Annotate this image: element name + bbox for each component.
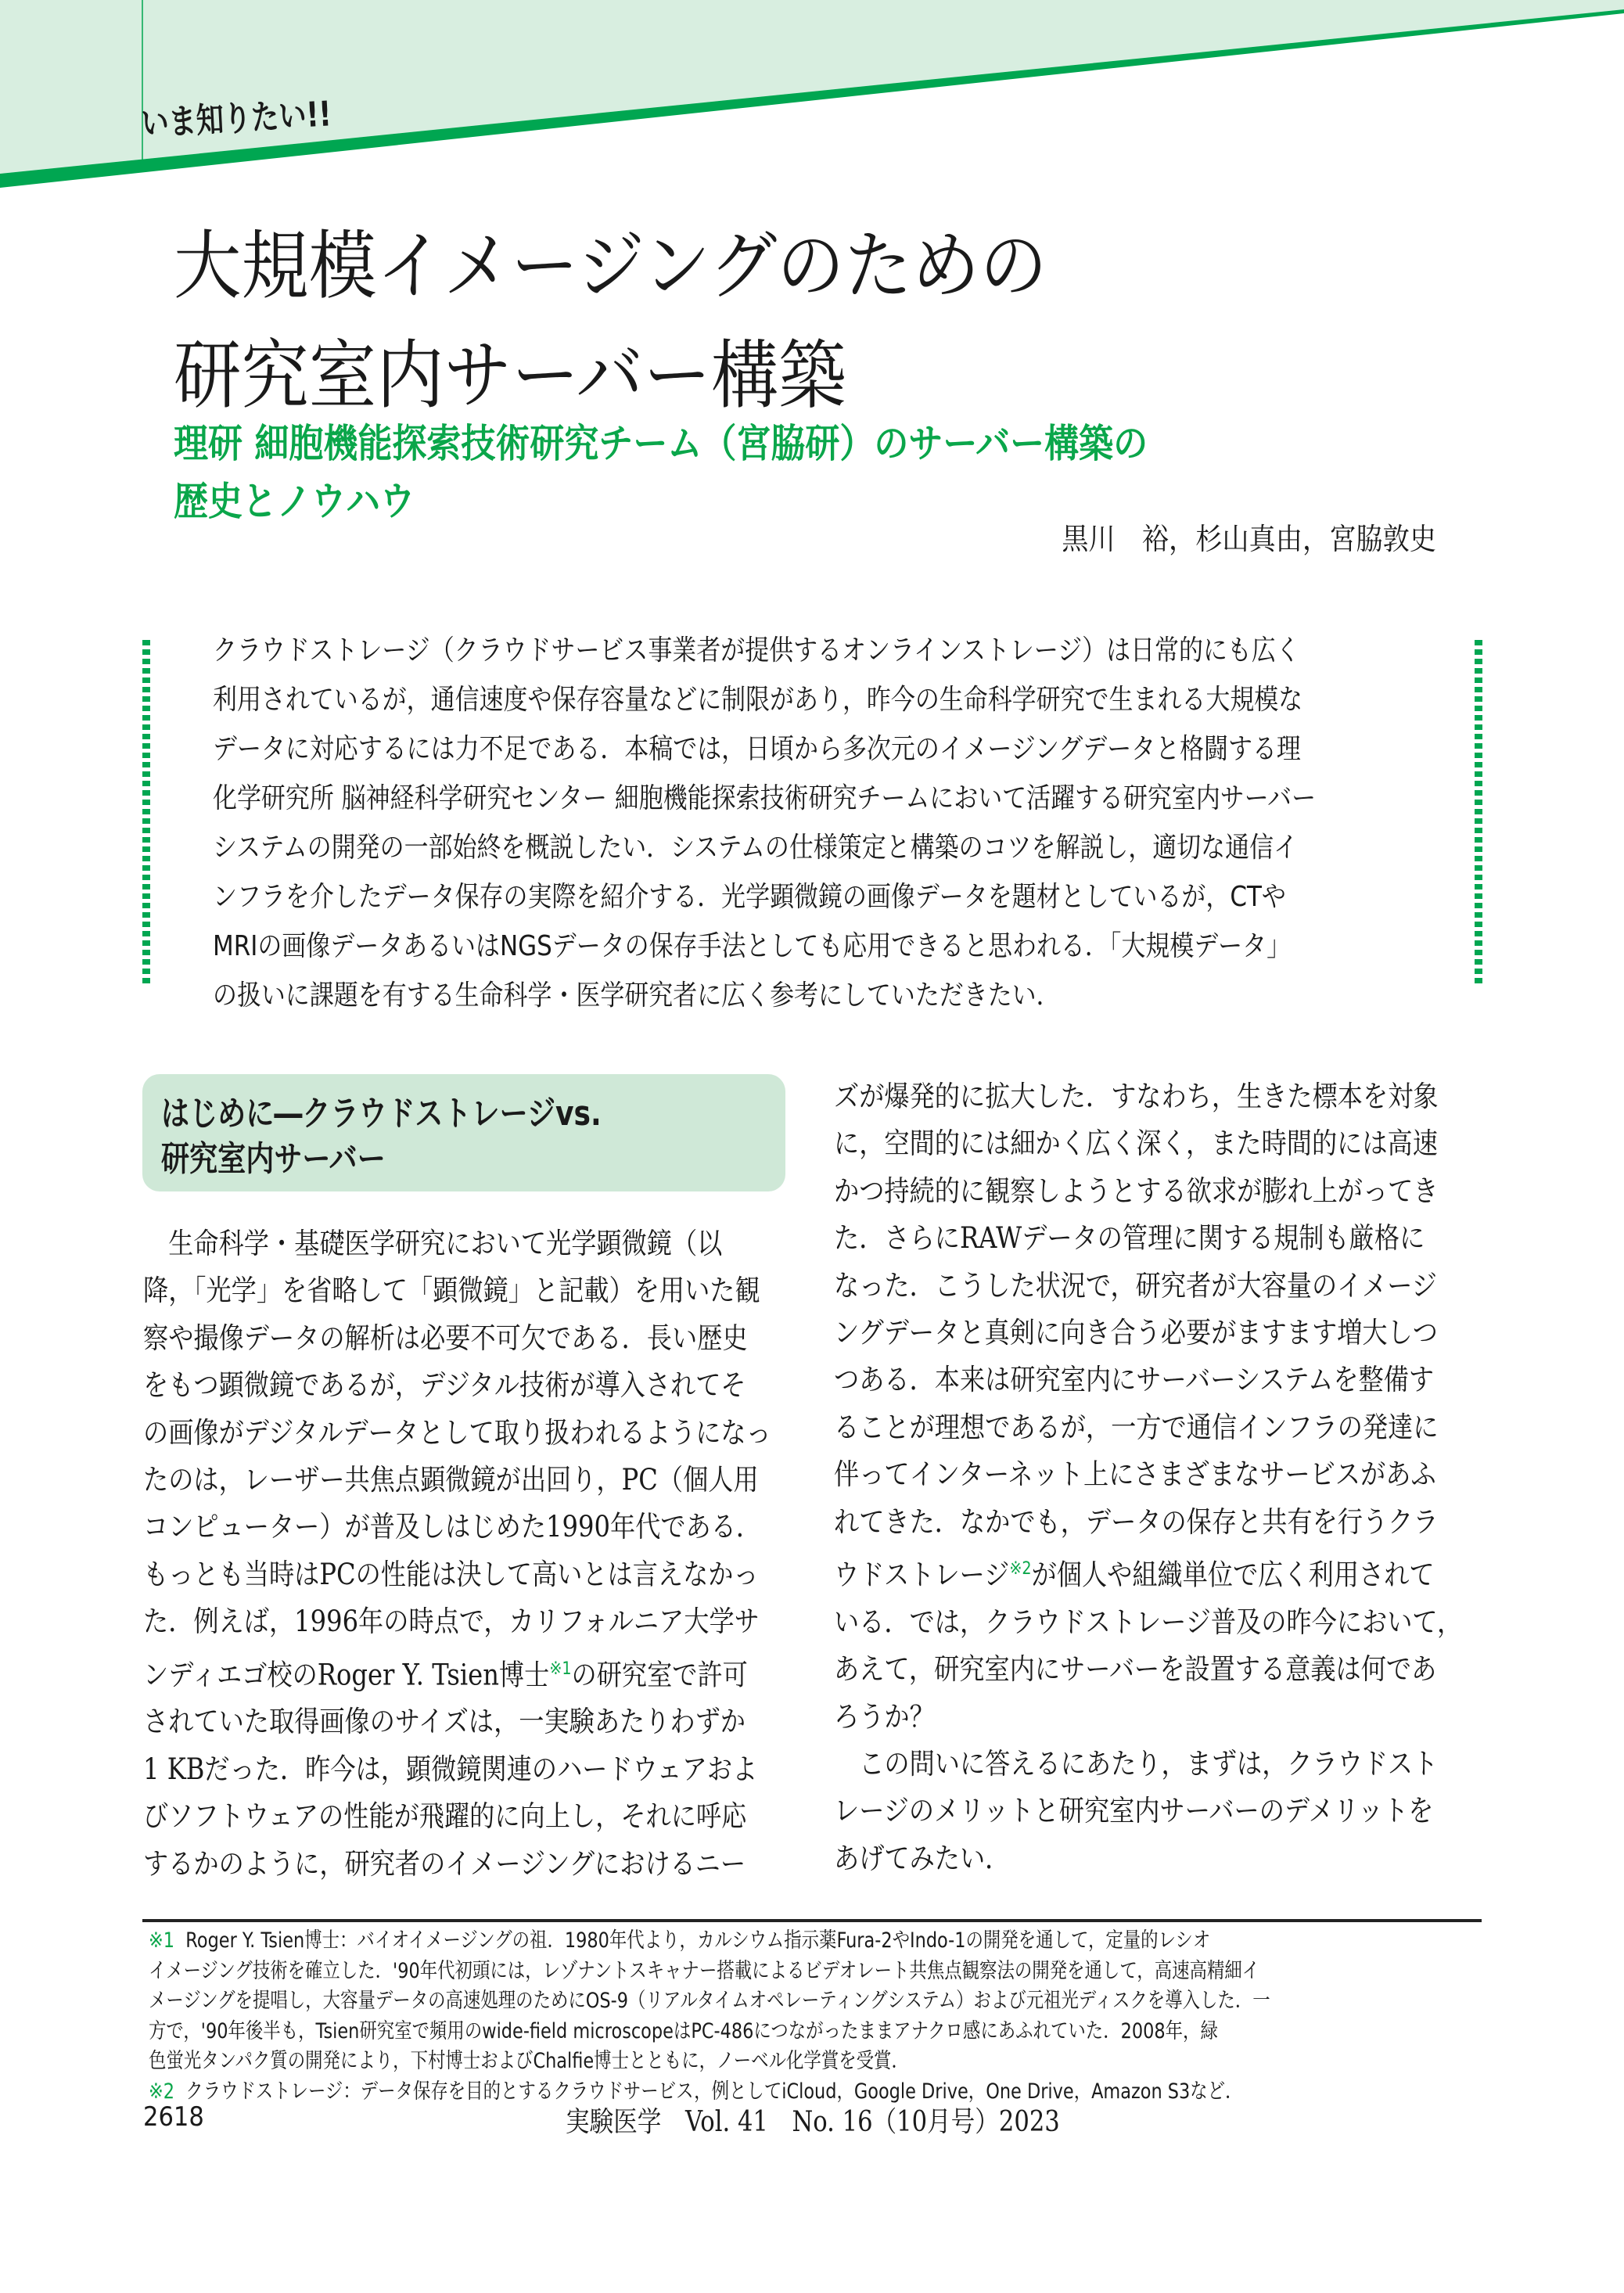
body-line: あえて，研究室内にサーバーを設置する意義は何であ [834, 1652, 1437, 1687]
abstract-line: システムの開発の一部始終を概説したい．システムの仕様策定と構築のコツを解説し，適切な通信イ [213, 832, 1299, 864]
body-line: コンピューター）が普及しはじめた1990年代である． [143, 1510, 762, 1544]
body-line: なった．こうした状況で，研究者が大容量のイメージ [834, 1268, 1437, 1303]
body-line: たのは，レーザー共焦点顕微鏡が出回り，PC（個人用 [143, 1463, 759, 1497]
title-line-1: 大規模イメージングのための [174, 222, 1047, 310]
footnote-text: クラウドストレージ：データ保存を目的とするクラウドサービス，例としてiCloud，Google Drive，One Drive，Amazon S3など． [185, 2079, 1243, 2104]
body-line: いる．では，クラウドストレージ普及の昨今において， [834, 1605, 1463, 1639]
body-line-with-ref [143, 1646, 748, 1699]
body-line-with-ref [834, 1546, 1435, 1599]
abstract [213, 626, 1433, 1020]
body-line: もっとも当時はPCの性能は決して高いとは言えなかっ [143, 1557, 759, 1591]
author-list: 黒川 裕，杉山真由，宮脇敦史 [1062, 522, 1436, 556]
section-heading-line-1: はじめに―クラウドストレージvs. [161, 1094, 602, 1134]
footnote-ref-1[interactable]: ※1 [549, 1659, 572, 1679]
body-line: この問いに答えるにあたり，まずは，クラウドスト [834, 1747, 1439, 1781]
body-line: の画像がデジタルデータとして取り扱われるようになっ [143, 1415, 771, 1450]
body-text: ンディエゴ校のRoger Y. Tsien博士 [143, 1657, 550, 1691]
abstract-line: の扱いに課題を有する生命科学・医学研究者に広く参考にしていただきたい． [213, 979, 1061, 1012]
body-line: 察や撮像データの解析は必要不可欠である．長い歴史 [143, 1321, 748, 1355]
body-line: ングデータと真剣に向き合う必要がますます増大しつ [834, 1316, 1438, 1350]
footnote-1-line: 色蛍光タンパク質の開発により，下村博士およびChalfie博士とともに，ノーベル化学賞を受賞． [149, 2049, 909, 2073]
body-line: びソフトウェアの性能が飛躍的に向上し，それに呼応 [143, 1799, 747, 1834]
title-line-2: 研究室内サーバー構築 [174, 332, 846, 419]
body-column-left [143, 1220, 785, 1888]
body-line: 生命科学・基礎医学研究において光学顕微鏡（以 [143, 1227, 723, 1260]
page-number: 2618 [143, 2101, 204, 2133]
footnote-text: Roger Y. Tsien博士：バイオイメージングの祖．1980年代より，カルシウム指示薬Fura-2やIndo-1の開発を通して，定量的レシオ [185, 1928, 1211, 1953]
abstract-rule-right [1475, 640, 1482, 984]
body-line: あげてみたい． [834, 1841, 1011, 1875]
body-line: 降，「光学」を省略して「顕微鏡」と記載）を用いた観 [143, 1274, 760, 1308]
footnote-divider [142, 1919, 1482, 1922]
body-line: に，空間的には細かく広く深く，また時間的には高速 [834, 1127, 1438, 1161]
article-subtitle [174, 415, 1148, 530]
body-text: ウドストレージ [834, 1558, 1010, 1592]
section-heading-line-2: 研究室内サーバー [161, 1139, 386, 1179]
body-line: ることが理想であるが，一方で通信インフラの発達に [834, 1410, 1439, 1444]
body-line: ズが爆発的に拡大した．すなわち，生きた標本を対象 [834, 1080, 1439, 1113]
body-line: レージのメリットと研究室内サーバーのデメリットを [834, 1794, 1434, 1828]
abstract-line: クラウドストレージ（クラウドサービス事業者が提供するオンラインストレージ）は日常的にも広く [213, 634, 1300, 667]
body-line: 1 KBだった．昨今は，顕微鏡関連のハードウェアおよ [143, 1752, 758, 1786]
footnote-1-line: 方で，'90年後半も，Tsien研究室で頻用のwide-field microscopeはPC-486につながったままアナクロ感にあふれていた．2008年，緑 [149, 2018, 1218, 2043]
footnote-1-mark: ※1 [149, 1928, 175, 1953]
abstract-line: 化学研究所 脳神経科学研究センター 細胞機能探索技術研究チームにおいて活躍する研究室内サーバー [213, 782, 1317, 814]
article-title [174, 211, 1047, 430]
footnote-2-mark: ※2 [149, 2079, 175, 2104]
body-column-right [834, 1073, 1483, 1882]
abstract-line: データに対応するには力不足である．本稿では，日頃から多次元のイメージングデータと格闘する理 [213, 733, 1301, 765]
footnotes [149, 1926, 1478, 2107]
journal-citation: 実験医学 Vol. 41 No. 16（10月号）2023 [566, 2106, 1060, 2138]
body-line: つある．本来は研究室内にサーバーシステムを整備す [834, 1363, 1435, 1397]
body-line: た．例えば，1996年の時点で，カリフォルニア大学サ [143, 1605, 760, 1639]
body-line: かつ持続的に観察しようとする欲求が膨れ上がってき [834, 1173, 1439, 1208]
section-heading-box [142, 1074, 785, 1191]
abstract-line: MRIの画像データあるいはNGSデータの保存手法としても応用できると思われる．「大規模データ」 [213, 930, 1292, 962]
body-text: が個人や組織単位で広く利用されて [1031, 1558, 1435, 1592]
abstract-line: 利用されているが，通信速度や保存容量などに制限があり，昨今の生命科学研究で生まれる大規模な [213, 684, 1303, 716]
subtitle-line-2: 歴史とノウハウ [174, 479, 415, 524]
abstract-line: ンフラを介したデータ保存の実際を紹介する．光学顕微鏡の画像データを題材としているが，CTや [213, 881, 1286, 913]
body-line: ろうか？ [834, 1699, 935, 1734]
body-line: れてきた．なかでも，データの保存と共有を行うクラ [834, 1504, 1439, 1539]
abstract-rule-left [142, 640, 150, 984]
series-kicker: いま知りたい!! [140, 94, 332, 145]
body-line: 伴ってインターネット上にさまざまなサービスがあふ [834, 1457, 1436, 1492]
subtitle-line-1: 理研 細胞機能探索技術研究チーム（宮脇研）のサーバー構築の [174, 421, 1148, 466]
banner-fill [0, 0, 1624, 174]
body-line: をもつ顕微鏡であるが，デジタル技術が導入されてそ [143, 1368, 746, 1403]
footnote-ref-2[interactable]: ※2 [1009, 1559, 1032, 1580]
body-line: た．さらにRAWデータの管理に関する規制も厳格に [834, 1221, 1425, 1256]
footnote-1-line: イメージング技術を確立した．'90年代初頭には，レゾナントスキャナー搭載によるビデオレート共焦点観察法の開発を通して，高速高精細イ [149, 1958, 1260, 1983]
body-text: の研究室で許可 [571, 1657, 748, 1691]
footnote-1-line: メージングを提唱し，大容量データの高速処理のためにOS-9（リアルタイムオペレーティングシステム）および元祖光ディスクを導入した．一 [149, 1989, 1270, 2013]
footnote-1-line [149, 1926, 1252, 1957]
body-line: されていた取得画像のサイズは，一実験あたりわずか [143, 1705, 746, 1739]
body-line: するかのように，研究者のイメージングにおけるニー [143, 1846, 746, 1881]
